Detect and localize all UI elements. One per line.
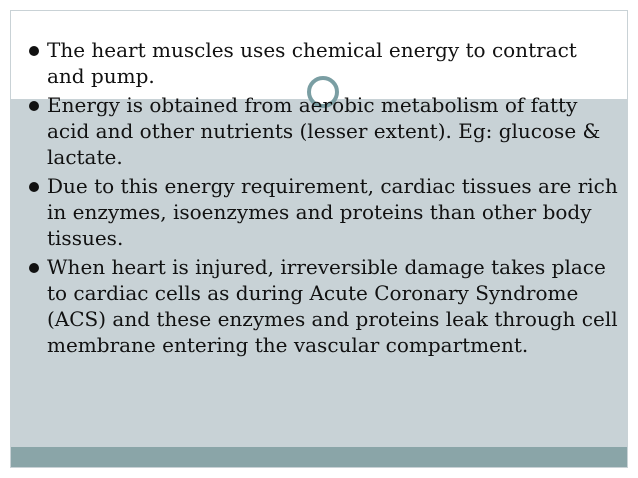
bullet-list	[29, 37, 619, 361]
slide-frame	[10, 10, 628, 468]
bullet-text: Energy is obtained from aerobic metabolism of fatty acid and other nutrients (lesser extent). Eg: glucose & lactate.	[47, 93, 601, 169]
bullet-item	[29, 92, 619, 170]
bullet-dot-icon	[29, 46, 39, 56]
bullet-item	[29, 173, 619, 251]
slide-bottom-band	[11, 447, 627, 468]
bullet-dot-icon	[29, 101, 39, 111]
bullet-item	[29, 37, 619, 89]
bullet-text: When heart is injured, irreversible damage takes place to cardiac cells as during Acute Coronary Syndrome (ACS) and these enzymes and proteins leak through cell membrane entering the vascular compartment.	[47, 255, 618, 357]
bullet-text: The heart muscles uses chemical energy to contract and pump.	[47, 38, 577, 88]
bullet-item	[29, 254, 619, 358]
bullet-dot-icon	[29, 263, 39, 273]
bullet-text: Due to this energy requirement, cardiac tissues are rich in enzymes, isoenzymes and proteins than other body tissues.	[47, 174, 618, 250]
bullet-dot-icon	[29, 182, 39, 192]
